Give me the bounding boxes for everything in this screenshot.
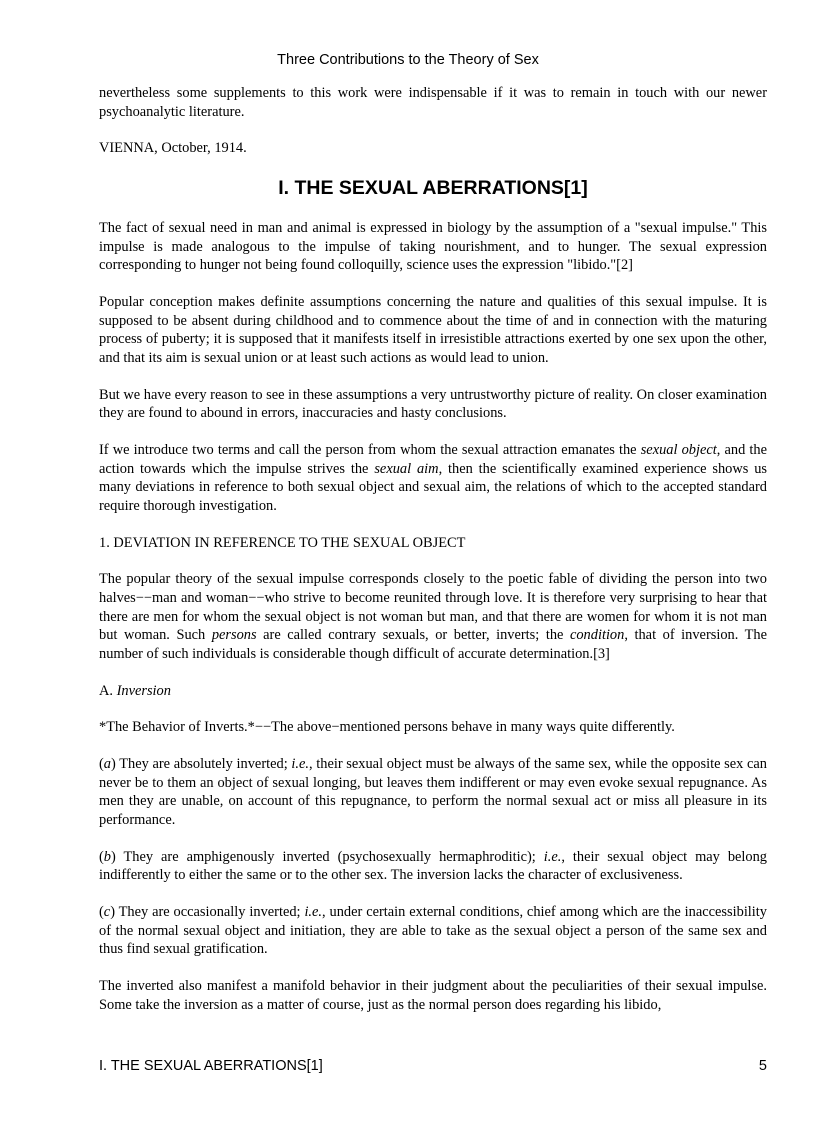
paragraph — [99, 570, 767, 663]
italic-term: sexual aim — [374, 460, 439, 477]
italic-term: condition — [569, 627, 625, 644]
running-footer — [99, 1058, 767, 1074]
subsection-title: Inversion — [116, 682, 171, 699]
subsection-label: A. — [99, 682, 117, 699]
paragraph — [99, 848, 767, 885]
text-run: are called contrary sexuals, or better, inverts; the — [256, 627, 570, 644]
text-run: ) They are absolutely inverted; — [111, 756, 292, 773]
intro-continuation: nevertheless some supplements to this work were indispensable if it was to remain in touch with our newer psychoanalytic literature. — [99, 85, 767, 120]
text-run: ( — [99, 756, 104, 773]
italic-term: i.e. — [291, 756, 309, 773]
text-run: ) They are amphigenously inverted (psychosexually hermaphroditic); — [111, 848, 544, 865]
paragraph: The fact of sexual need in man and animal is expressed in biology by the assumption of a "sexual impulse." This impulse is made analogous to the impulse of taking nourishment, and to hunger. The sexual expression corresponding to hunger not being found colloquilly, science uses the expression "libido."[2] — [99, 220, 767, 274]
text-run: ( — [99, 904, 104, 921]
text-run: , their sexual object must be always of the same sex, while the opposite sex can never be to them an object of sexual longing, but leaves them indifferent or may even evoke sexual repugnance. As men they are unable, on account of this repugnance, to perform the normal sexual act or miss all pleasure in its performance. — [99, 756, 767, 828]
italic-term: persons — [211, 627, 257, 644]
paragraph: *The Behavior of Inverts.*−−The above−mentioned persons behave in many ways quite differently. — [99, 719, 675, 736]
paragraph: But we have every reason to see in these assumptions a very untrustworthy picture of reality. On closer examination they are found to abound in errors, inaccuracies and hasty conclusions. — [99, 386, 767, 422]
italic-term: i.e. — [304, 904, 323, 921]
paragraph — [99, 903, 767, 959]
list-letter: b — [103, 848, 111, 865]
running-header: Three Contributions to the Theory of Sex — [277, 52, 539, 68]
subsection-heading — [99, 682, 767, 701]
page-number: 5 — [758, 1058, 767, 1074]
text-run: , then the scientifically examined experience shows us many deviations in reference to both sexual object and sexual aim, the relations of which to the accepted standard require thorough investigation. — [99, 460, 767, 514]
text-run: ) They are occasionally inverted; — [110, 904, 305, 921]
paragraph — [99, 755, 767, 829]
text-run: The popular theory of the sexual impulse corresponds closely to the poetic fable of dividing the person into two halves−−man and woman−−who strive to become reunited through love. It is therefore very surprising to hear that there are men for whom the sexual object is not woman but man, and that there are women for whom it is not man but woman. Such — [99, 571, 767, 644]
text-run: , that of inversion. The number of such individuals is considerable though difficult of accurate determination.[3] — [99, 627, 767, 662]
list-letter: c — [103, 904, 111, 921]
text-run: If we introduce two terms and call the person from whom the sexual attraction emanates the — [99, 442, 641, 459]
text-run: ( — [99, 848, 104, 865]
paragraph: The inverted also manifest a manifold behavior in their judgment about the peculiarities of their sexual impulse. Some take the inversion as a matter of course, just as the normal person does regarding his libido, — [99, 978, 767, 1013]
dateline: VIENNA, October, 1914. — [99, 140, 247, 157]
list-letter: a — [103, 756, 111, 773]
footer-section-title: I. THE SEXUAL ABERRATIONS[1] — [99, 1058, 323, 1074]
chapter-title: I. THE SEXUAL ABERRATIONS[1] — [278, 177, 588, 200]
italic-term: i.e. — [543, 848, 562, 865]
text-run: , under certain external conditions, chief among which are the inaccessibility of the normal sexual object and initiation, they are able to take as the sexual object a person of the same sex and thus find sexual gratification. — [99, 904, 768, 958]
page-body — [99, 84, 767, 1032]
italic-term: sexual object — [640, 442, 717, 459]
section-heading: 1. DEVIATION IN REFERENCE TO THE SEXUAL OBJECT — [99, 534, 466, 551]
text-run: , and the action towards which the impulse strives the — [99, 442, 767, 477]
paragraph — [99, 441, 767, 515]
paragraph: Popular conception makes definite assumptions concerning the nature and qualities of this sexual impulse. It is supposed to be absent during childhood and to commence about the time of and in connection with the maturing process of puberty; it is supposed that it manifests itself in irresistible attractions exerted by one sex upon the other, and that its aim is sexual union or at least such actions as would lead to union. — [99, 294, 767, 366]
text-run: , their sexual object may belong indifferently to either the same or to the other sex. The inversion lacks the character of exclusiveness. — [99, 848, 767, 884]
